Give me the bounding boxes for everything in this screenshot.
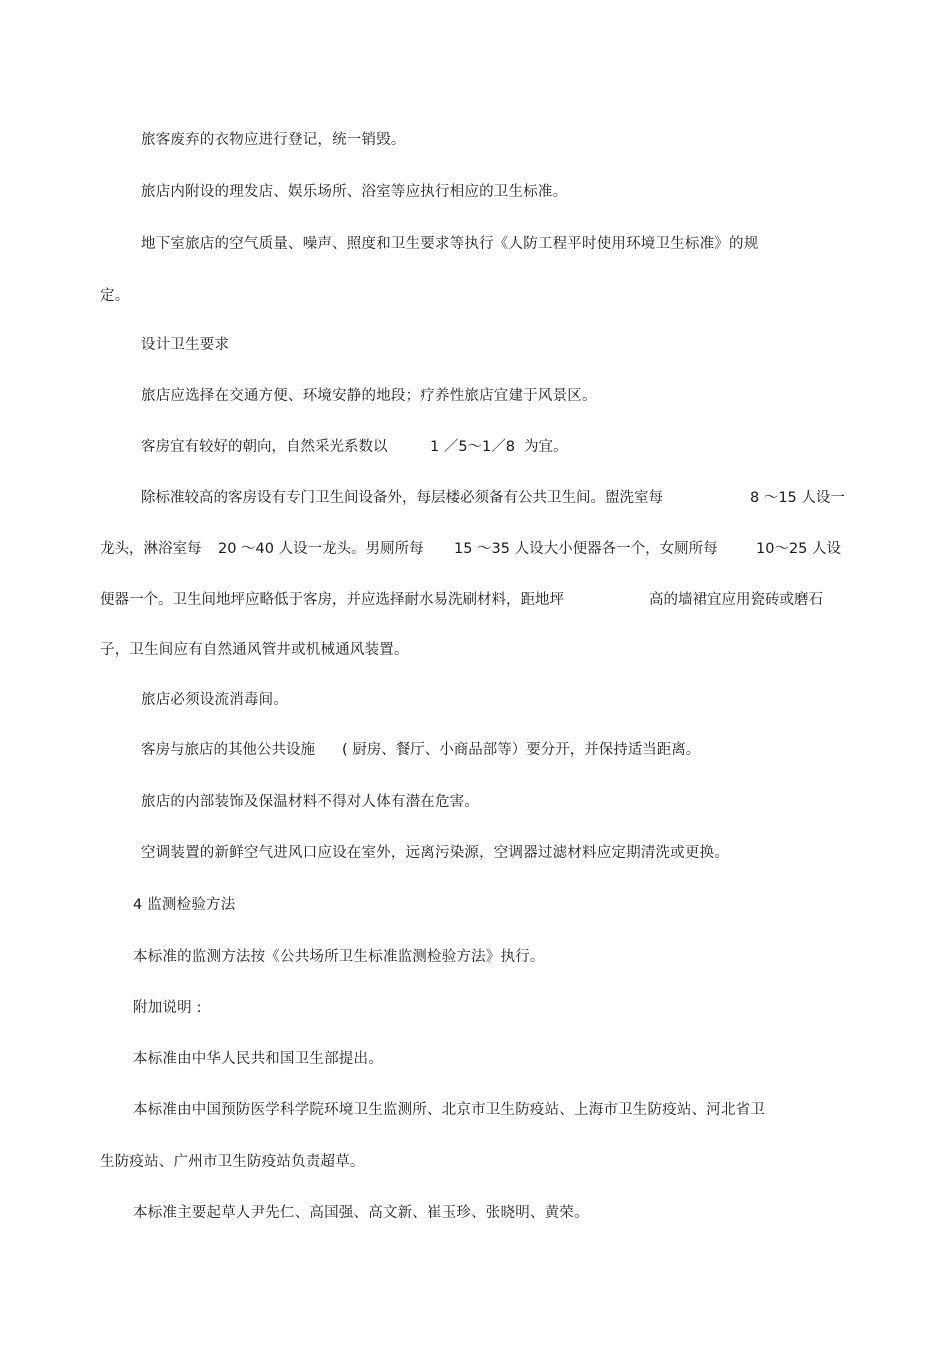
daylight-text: 客房宜有较好的朝向，自然采光系数以 [141, 439, 388, 455]
daylight-suffix: 为宜。 [524, 439, 568, 455]
washroom-line2-c: 15 ～35 人设大小便器各一个，女厕所每 [454, 541, 718, 557]
paragraph-disinfection-room: 旅店必须设流消毒间。 [141, 692, 288, 708]
paragraph-main-drafters: 本标准主要起草人尹先仁、高国强、高文新、崔玉珍、张晓明、黄荣。 [133, 1205, 589, 1221]
heading-additional-notes: 附加说明 : [133, 1000, 202, 1016]
paragraph-proposer: 本标准由中华人民共和国卫生部提出。 [133, 1051, 383, 1067]
washroom-line1-range: 8 ～15 人设一 [750, 490, 845, 506]
paragraph-air-conditioning: 空调装置的新鲜空气进风口应设在室外，远离污染源，空调器过滤材料应定期清洗或更换。 [141, 845, 729, 861]
paragraph-drafters-line1: 本标准由中国预防医学科学院环境卫生监测所、北京市卫生防疫站、上海市卫生防疫站、河北省卫 [133, 1102, 766, 1118]
paragraph-basement-line1: 地下室旅店的空气质量、噪声、照度和卫生要求等执行《人防工程平时使用环境卫生标准》的规 [141, 236, 759, 252]
daylight-ratio: 1 ／5～1／8 [430, 439, 516, 455]
paragraph-location: 旅店应选择在交通方便、环境安静的地段；疗养性旅店宜建于风景区。 [141, 388, 597, 404]
paragraph-drafters-line2: 生防疫站、广州市卫生防疫站负责超草。 [100, 1154, 365, 1170]
section-heading-testing: 4 监测检验方法 [133, 897, 236, 913]
paragraph-attached-facilities: 旅店内附设的理发店、娱乐场所、浴室等应执行相应的卫生标准。 [141, 184, 568, 200]
section-heading-design: 设计卫生要求 [141, 337, 230, 353]
washroom-line2-d: 10～25 人设 [756, 541, 842, 557]
paragraph-decoration: 旅店的内部装饰及保温材料不得对人体有潜在危害。 [141, 794, 480, 810]
washroom-line2-a: 龙头，淋浴室每 [100, 541, 202, 557]
facilities-text-b: ( 厨房、餐厅、小商品部等）要分开，并保持适当距离。 [342, 742, 701, 758]
paragraph-basement-line2: 定。 [100, 288, 130, 304]
washroom-line4: 子，卫生间应有自然通风管井或机械通风装置。 [100, 642, 409, 658]
facilities-text-a: 客房与旅店的其他公共设施 [141, 742, 315, 758]
washroom-line3-b: 高的墙裙宜应用瓷砖或磨石 [649, 592, 823, 608]
washroom-line2-b: 20 ～40 人设一龙头。男厕所每 [218, 541, 424, 557]
washroom-line3-a: 便器一个。卫生间地坪应略低于客房，并应选择耐水易洗刷材料，距地坪 [100, 592, 564, 608]
paragraph-clothing-disposal: 旅客废弃的衣物应进行登记，统一销毁。 [141, 132, 406, 148]
paragraph-testing-method: 本标准的监测方法按《公共场所卫生标准监测检验方法》执行。 [133, 949, 545, 965]
washroom-line1-text: 除标准较高的客房设有专门卫生间设备外，每层楼必须备有公共卫生间。盥洗室每 [141, 490, 663, 506]
